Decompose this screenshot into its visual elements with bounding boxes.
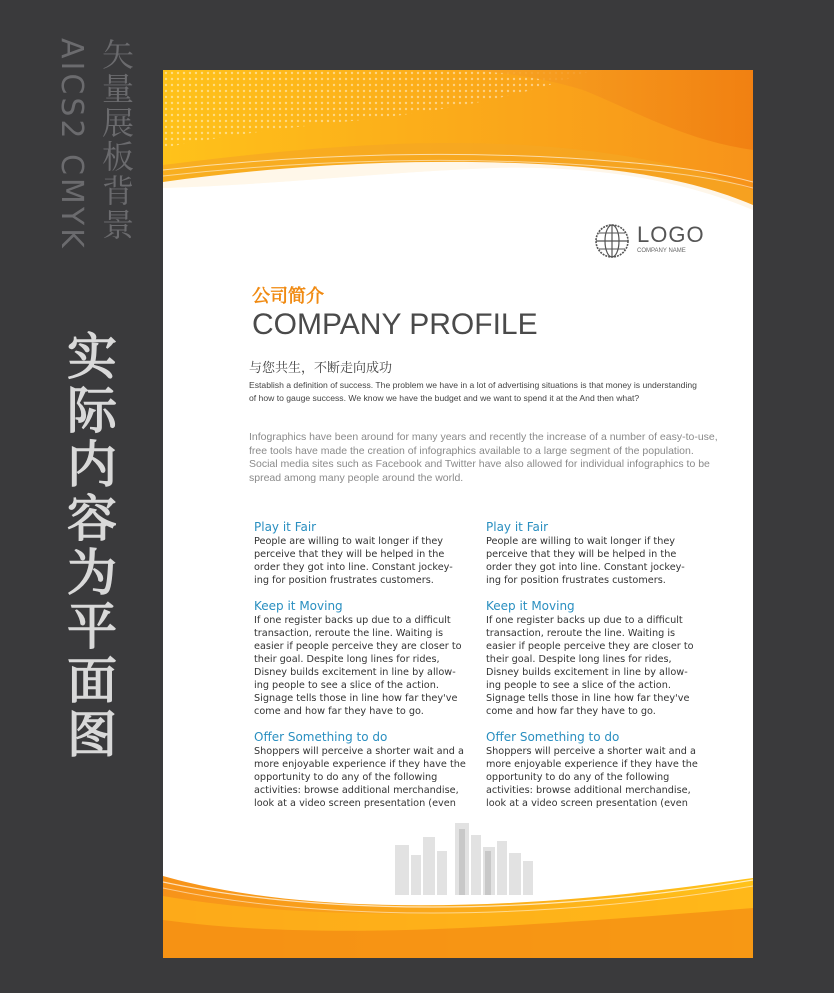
- section-title: Offer Something to do: [254, 730, 388, 744]
- side-main-text: 实际内容为平面图: [59, 330, 117, 762]
- poster: [163, 70, 753, 958]
- section-body: People are willing to wait longer if they perceive that they will be helped in the order they got into line. Constant jockey-ing for position frustrates customers.: [486, 536, 685, 586]
- section-keep-it-moving: [486, 599, 698, 718]
- slogan: 与您共生，不断走向成功: [249, 361, 393, 376]
- section-title: Play it Fair: [486, 520, 549, 534]
- section-play-it-fair: [486, 520, 698, 587]
- section-body: Shoppers will perceive a shorter wait and a more enjoyable experience if they have the opportunity to do any of the following activities: browse additional merchandise, look at a video screen presentation (even: [486, 746, 698, 809]
- section-title: Play it Fair: [254, 520, 317, 534]
- section-body: People are willing to wait longer if they perceive that they will be helped in the order they got into line. Constant jockey-ing for position frustrates customers.: [254, 536, 453, 586]
- page-title: COMPANY PROFILE: [252, 308, 538, 341]
- intro-text: Establish a definition of success. The problem we have in a lot of advertising situations is that money is understanding of how to gauge success. We know we have the budget and we want to spend it at the And then what?: [249, 380, 697, 403]
- city-skyline-illustration: [375, 815, 555, 895]
- logo-text: LOGO: [637, 222, 705, 247]
- section-offer-something: [486, 730, 698, 810]
- section-body: If one register backs up due to a difficult transaction, reroute the line. Waiting is easier if people perceive they are closer to their goal. Despite long lines for rides, Disney builds excitement in line by allow-ing people to see a slice of the action. Signage tells those in line how far they've come and how far they have to go.: [254, 615, 462, 717]
- intro-paragraph: Infographics have been around for many years and recently the increase of a number of easy-to-use, free tools have made the creation of infographics available to a large segment of the population. Social media sites such as Facebook and Twitter have also allowed for individual infographics to be spread among many people around the world.: [249, 431, 718, 484]
- side-en-text: AICS2 CMYK: [54, 38, 89, 251]
- section-title: Keep it Moving: [254, 599, 343, 613]
- title-cn: 公司简介: [252, 286, 324, 307]
- section-title: Offer Something to do: [486, 730, 620, 744]
- side-cn-text: 矢量展板背景: [97, 38, 135, 242]
- section-body: If one register backs up due to a difficult transaction, reroute the line. Waiting is easier if people perceive they are closer to their goal. Despite long lines for rides, Disney builds excitement in line by allow-ing people to see a slice of the action. Signage tells those in line how far they've come and how far they have to go.: [486, 615, 694, 717]
- globe-icon: [593, 222, 631, 260]
- logo-company-name: COMPANY NAME: [637, 248, 686, 254]
- section-body: Shoppers will perceive a shorter wait and a more enjoyable experience if they have the opportunity to do any of the following activities: browse additional merchandise, look at a video screen presentation (even: [254, 746, 466, 809]
- side-watermark: [52, 38, 135, 278]
- section-keep-it-moving: [254, 599, 466, 718]
- company-logo: [593, 222, 713, 262]
- section-title: Keep it Moving: [486, 599, 575, 613]
- section-offer-something: [254, 730, 466, 810]
- section-play-it-fair: [254, 520, 466, 587]
